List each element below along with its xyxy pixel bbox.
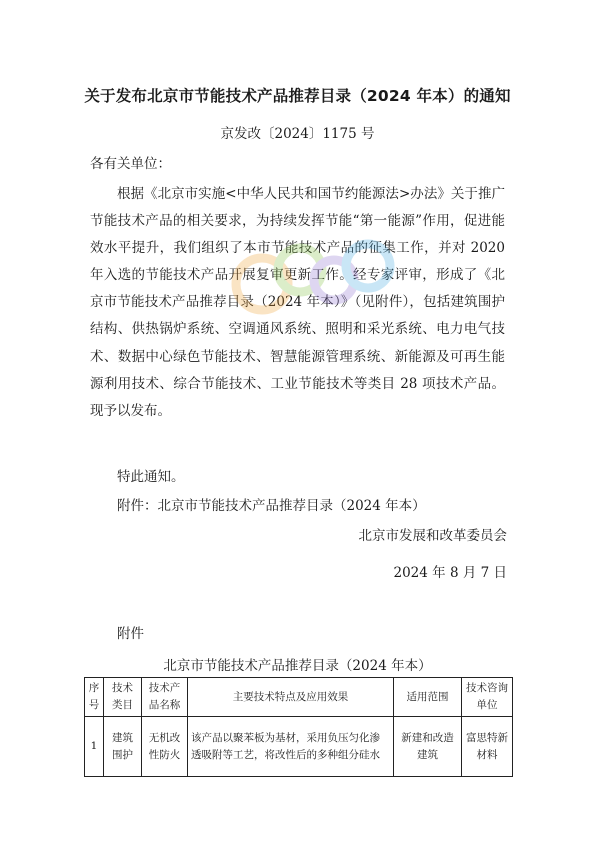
issuing-authority: 北京市发展和改革委员会: [358, 528, 507, 544]
attachment-reference: 附件：北京市节能技术产品推荐目录（2024 年本）: [117, 498, 426, 514]
column-header-scope: 适用范围: [394, 678, 462, 717]
table-title: 北京市节能技术产品推荐目录（2024 年本）: [163, 658, 432, 674]
column-header-category: 技术类目: [104, 678, 142, 717]
cell-no: 1: [85, 717, 104, 777]
table-header-row: [85, 678, 513, 717]
column-header-consultant: 技术咨询单位: [462, 678, 513, 717]
column-header-features: 主要技术特点及应用效果: [188, 678, 394, 717]
notice-title: 关于发布北京市节能技术产品推荐目录（2024 年本）的通知: [84, 87, 511, 105]
table-row: [85, 717, 513, 777]
attachment-heading: 附件: [117, 626, 144, 642]
column-header-product: 技术产品名称: [142, 678, 188, 717]
cell-category: 建筑围护: [104, 717, 142, 777]
cell-features: 该产品以聚苯板为基材，采用负压匀化渗透吸附等工艺，将改性后的多种组分硅水: [188, 717, 394, 777]
body-paragraph: 根据《北京市实施<中华人民共和国节约能源法>办法》关于推广节能技术产品的相关要求，为持续发挥节能“第一能源”作用，促进能效水平提升，我们组织了本市节能技术产品的征集工作，并对 2020 年入选的节能技术产品开展复审更新工作。经专家评审，形成了《北京市节能技术产品推荐目录（2024 年本）》（见附件），包括建筑围护结构、供热锅炉系统、空调通风系统、照明和采光系统、电力电气技术、数据中心绿色节能技术、智慧能源管理系统、新能源及可再生能源利用技术、综合节能技术、工业节能技术等类目 28 项技术产品。现予以发布。: [90, 186, 505, 419]
cell-product: 无机改性防火: [142, 717, 188, 777]
closing-remark: 特此通知。: [117, 469, 185, 485]
document-number: 京发改〔2024〕1175 号: [220, 126, 375, 142]
catalog-table: [84, 677, 513, 777]
salutation: 各有关单位：: [90, 156, 171, 172]
issue-date: 2024 年 8 月 7 日: [393, 565, 507, 581]
cell-scope: 新建和改造建筑: [394, 717, 462, 777]
column-header-no: 序号: [85, 678, 104, 717]
cell-consultant: 富思特新材料: [462, 717, 513, 777]
